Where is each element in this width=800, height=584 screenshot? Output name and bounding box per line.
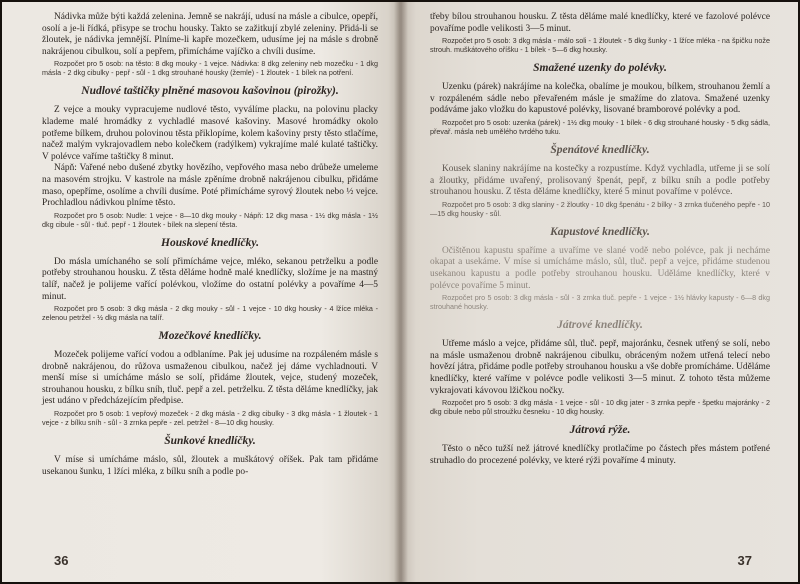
paragraph: třeby bílou strouhanou housku. Z těsta děláme malé knedlíčky, které ve fazolové polévce povaříme podle velikosti 3—5 minut. — [430, 12, 770, 34]
ingredients-note: Rozpočet pro 5 osob: 3 dkg másla - 2 dkg mouky - sůl - 1 vejce - 10 dkg housky - 4 lžíce mléka - zelenou petržel - ½ dkg másla na talíř. — [42, 304, 378, 323]
recipe-heading: Kapustové knedlíčky. — [550, 225, 650, 238]
ingredients-note: Rozpočet pro 5 osob: 3 dkg slaniny - 2 žloutky - 10 dkg špenátu - 2 bílky - 3 zrnka tlučeného pepře - 10—15 dkg housky - sůl. — [430, 199, 770, 218]
paragraph: V míse si umícháme máslo, sůl, žloutek a muškátový oříšek. Pak tam přidáme usekanou šunku, 1 lžíci mléka, z bílku sníh a podle po- — [42, 455, 378, 477]
paragraph: Těsto o něco tužší než játrové knedlíčky protlačíme po částech přes mástem potřené struhadlo do procezené polévky, ve které rýži povaříme 4 minuty. — [430, 444, 770, 466]
paragraph: Kousek slaniny nakrájíme na kostečky a rozpustíme. Když vychladla, utřeme ji se solí a žloutky, přidáme uvařený, prolisovaný špenát, pepř, z bílku sníh a podle potřeby strouhanou housku. Z těsta děláme knedlíčky, které 5 minut povaříme v polévce. — [430, 163, 770, 198]
paragraph: Nápň: Vařené nebo dušené zbytky hovězího, vepřového masa nebo drůbeže umeleme na masovém strojku. V kastrole na másle zpěníme drobně nakrájenou cibulku, přidáme maso, opepříme, osolíme a chvíli dusíme. Poté přimícháme syrový žloutek nebo ½ vejce. Prochladlou nádivkou plníme těsto. — [42, 163, 378, 209]
right-page-content — [430, 12, 770, 467]
recipe-heading: Šunkové knedlíčky. — [164, 435, 256, 448]
ingredients-note: Rozpočet pro 5 osob: 3 dkg másla - 1 vejce - sůl - 10 dkg jater - 3 zrnka pepře - špetku majoránky - 2 dkg cibule nebo půl stroužku česneku - 10 dkg housky. — [430, 398, 770, 417]
paragraph: Do másla umíchaného se solí přimícháme vejce, mléko, sekanou petrželku a podle potřeby strouhanou housku. Z těsta děláme hodně malé knedlíčky, složíme je na mastný talíř, načež je polijeme vařící polévkou, vložíme do ostatní polévky a povaříme 4—5 minut. — [42, 256, 378, 302]
paragraph: Mozeček polijeme vařící vodou a odblaníme. Pak jej udusíme na rozpáleném másle s drobně nakrájenou, do růžova usmaženou cibulkou, načež jej dáme vychladnouti. V menší míse si umícháme máslo se solí, přidáme žloutek, vejce, studený mozeček, strouhanou housku, z bílku sníh, tluč. pepř a zel. petrželku. Z těsta děláme knedlíčky, jak jest udáno v předcházejícím předpise. — [42, 350, 378, 407]
paragraph: Uzenku (párek) nakrájíme na kolečka, obalíme je moukou, bílkem, strouhanou žemlí a v rozpáleném sádle nebo převařeném másle je smažíme do zlatova. Smažené uzenky podáváme jako vložku do kapustové polévky, lisované bramborové polévky a pod. — [430, 82, 770, 116]
book-gutter — [394, 2, 408, 582]
ingredients-note: Rozpočet pro 5 osob: na těsto: 8 dkg mouky - 1 vejce. Nádivka: 8 dkg zeleniny neb mozečku - 1 dkg másla - 2 dkg cibulky - pepř - sůl - 1 dkg strouhané housky (žemle) - 1 žloutek - 1 bílek na potření. — [42, 59, 378, 78]
ingredients-note: Rozpočet pro 5 osob: 1 vepřový mozeček - 2 dkg másla - 2 dkg cibulky - 3 dkg másla - 1 žloutek - 1 vejce - z bílku sníh - sůl - 3 zrnka pepře - zel. petržel - 8—10 dkg housky. — [42, 409, 378, 428]
recipe-heading: Mozečkové knedlíčky. — [158, 330, 262, 343]
left-page-content — [42, 12, 378, 478]
paragraph: Očištěnou kapustu spaříme a uvaříme ve slané vodě nebo polévce, pak ji necháme okapat a usekáme. V míse si umícháme máslo, sůl, tluč. pepř a vejce, přidáme studenou usekanou kapustu a podle potřeby strouhanou housku. Uděláme knedlíčky, které v polévce povaříme 5 minut. — [430, 245, 770, 291]
page-number: 37 — [737, 553, 752, 568]
recipe-heading: Játrové knedlíčky. — [557, 319, 643, 332]
recipe-heading: Špenátové knedlíčky. — [550, 143, 650, 156]
paragraph: Z vejce a mouky vypracujeme nudlové těsto, vyválíme placku, na polovinu placky klademe malé hromádky z vychladlé masové kašoviny. Masové hromádky okolo potřeme bílkem, druhou polovinou těsta přiklopíme, kolem kašoviny prsty těsto stlačíme, načež malým vykrajovadlem nebo kolečkem (radýlkem) vykrajíme malé kulaté taštičky. V polévce vaříme taštičky 8 minut. — [42, 105, 378, 162]
recipe-heading: Houskové knedlíčky. — [161, 236, 259, 249]
paragraph: Utřeme máslo a vejce, přidáme sůl, tluč. pepř, majoránku, česnek utřený se solí, nebo na másle usmaženou drobně nakrájenou cibulku, obráceným nožem utřená telecí nebo hovězí játra, přidáme podle potřeby strouhanou housku a vše dobře promícháme. Uděláme knedlíčky, které vaříme v polévce podle velikosti 3—5 minut. Z tohoto těsta můžeme vykrajovati kávovou lžičkou nočky. — [430, 339, 770, 396]
paragraph: Nádivka může býti každá zelenina. Jemně se nakrájí, udusí na másle a cibulce, opepří, osolí a je-li řídká, přisype se trochu housky. Takto se zažitkují zbylé zeleniny. Přidá-li se žloutek, je nádivka jemnější. Plníme-li kapře mozečkem, udusíme jej na másle s drobně nakrájenou cibulkou, solí a pepřem, přimícháme vajíčko a chvíli dusíme. — [42, 12, 378, 57]
recipe-heading: Játrová rýže. — [569, 424, 631, 437]
ingredients-note: Rozpočet pro 5 osob: uzenka (párek) - 1½ dkg mouky - 1 bílek - 6 dkg strouhané housky - 5 dkg sádla, převař. másla neb umělého tvrdého tuku. — [430, 117, 770, 136]
right-page — [400, 2, 798, 582]
ingredients-note: Rozpočet pro 5 osob: 3 dkg másla - sůl - 3 zrnka tluč. pepře - 1 vejce - 1½ hlávky kapusty - 6—8 dkg strouhané housky. — [430, 293, 770, 312]
book-spread — [2, 2, 798, 582]
recipe-heading: Nudlové taštičky plněné masovou kašovinou (pirožky). — [81, 85, 339, 98]
ingredients-note: Rozpočet pro 5 osob: 3 dkg másla - málo soli - 1 žloutek - 5 dkg šunky - 1 lžíce mléka - na špičku nože strouh. muškátového oříšku - 1 bílek - 5—6 dkg housky. — [430, 36, 770, 55]
ingredients-note: Rozpočet pro 5 osob: Nudle: 1 vejce - 8—10 dkg mouky - Nápň: 12 dkg masa - 1½ dkg másla - 1½ dkg cibule - sůl - tluč. pepř - 1 žloutek - bílek na slepení těsta. — [42, 210, 378, 229]
left-page — [2, 2, 400, 582]
recipe-heading: Smažené uzenky do polévky. — [533, 62, 667, 75]
page-number: 36 — [54, 553, 69, 568]
